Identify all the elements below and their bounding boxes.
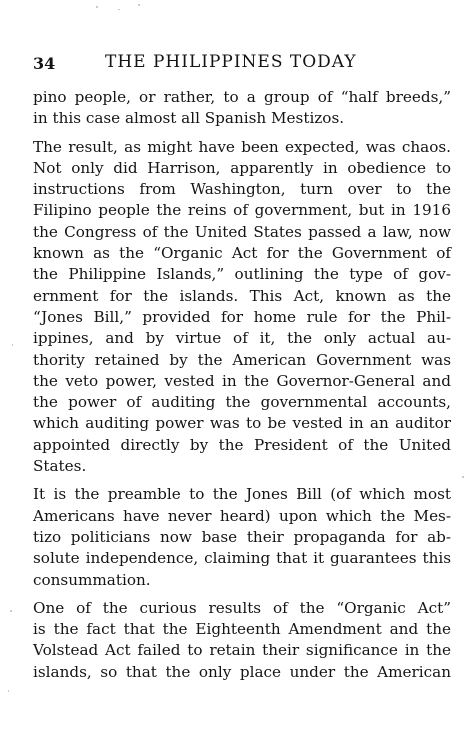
scan-speck: [462, 476, 464, 478]
text-line: consummation.: [33, 570, 151, 589]
paragraph: [33, 598, 451, 683]
text-line: pino people, or rather, to a group of “half breeds,”: [33, 88, 451, 106]
text-line: solute independence, claiming that it guarantees this: [33, 549, 451, 568]
text-line: States.: [33, 457, 87, 476]
paragraph: [33, 137, 451, 478]
text-line: Not only did Harrison, apparently in obedience to: [33, 158, 451, 177]
text-line: instructions from Washington, turn over to the: [33, 180, 451, 199]
scan-speck: [8, 690, 9, 692]
text-line: known as the “Organic Act for the Government of: [33, 244, 451, 263]
text-line: “Jones Bill,” provided for home rule for the Phil-: [33, 307, 451, 326]
text-line: the Philippine Islands,” outlining the type of gov-: [33, 265, 451, 284]
text-line: Americans have never heard) upon which the Mes-: [33, 506, 451, 525]
scan-speck: [10, 610, 12, 612]
text-line: islands, so that the only place under the American: [33, 662, 451, 681]
text-line: ippines, and by virtue of it, the only actual au-: [33, 329, 451, 348]
text-line: ernment for the islands. This Act, known as the: [33, 286, 451, 305]
body-text: [33, 87, 451, 690]
text-line: Filipino people the reins of government, but in 1916: [33, 201, 451, 220]
text-line: which auditing power was to be vested in an auditor: [33, 414, 451, 433]
scan-speck: [96, 6, 98, 8]
text-line: the Congress of the United States passed a law, now: [33, 222, 451, 241]
text-line: Volstead Act failed to retain their significance in the: [33, 641, 451, 660]
text-line: is the fact that the Eighteenth Amendment and the: [33, 620, 451, 639]
paragraph: [33, 484, 451, 590]
page-number: 34: [33, 54, 56, 73]
running-head: THE PHILIPPINES TODAY: [105, 52, 357, 72]
scan-speck: [12, 344, 13, 346]
text-line: It is the preamble to the Jones Bill (of which most: [33, 485, 451, 504]
text-line: appointed directly by the President of the United: [33, 435, 451, 454]
text-line: thority retained by the American Government was: [33, 350, 451, 369]
text-line: The result, as might have been expected, was chaos.: [33, 137, 451, 156]
scan-speck: [138, 4, 140, 6]
text-line: tizo politicians now base their propaganda for ab-: [33, 527, 451, 546]
scan-speck: [118, 9, 120, 10]
text-line: in this case almost all Spanish Mestizos.: [33, 109, 345, 128]
page-header: [33, 52, 451, 76]
paragraph: [33, 87, 451, 130]
text-line: One of the curious results of the “Organic Act”: [33, 598, 451, 617]
text-line: the power of auditing the governmental accounts,: [33, 393, 451, 412]
text-line: the veto power, vested in the Governor-General and: [33, 371, 451, 390]
